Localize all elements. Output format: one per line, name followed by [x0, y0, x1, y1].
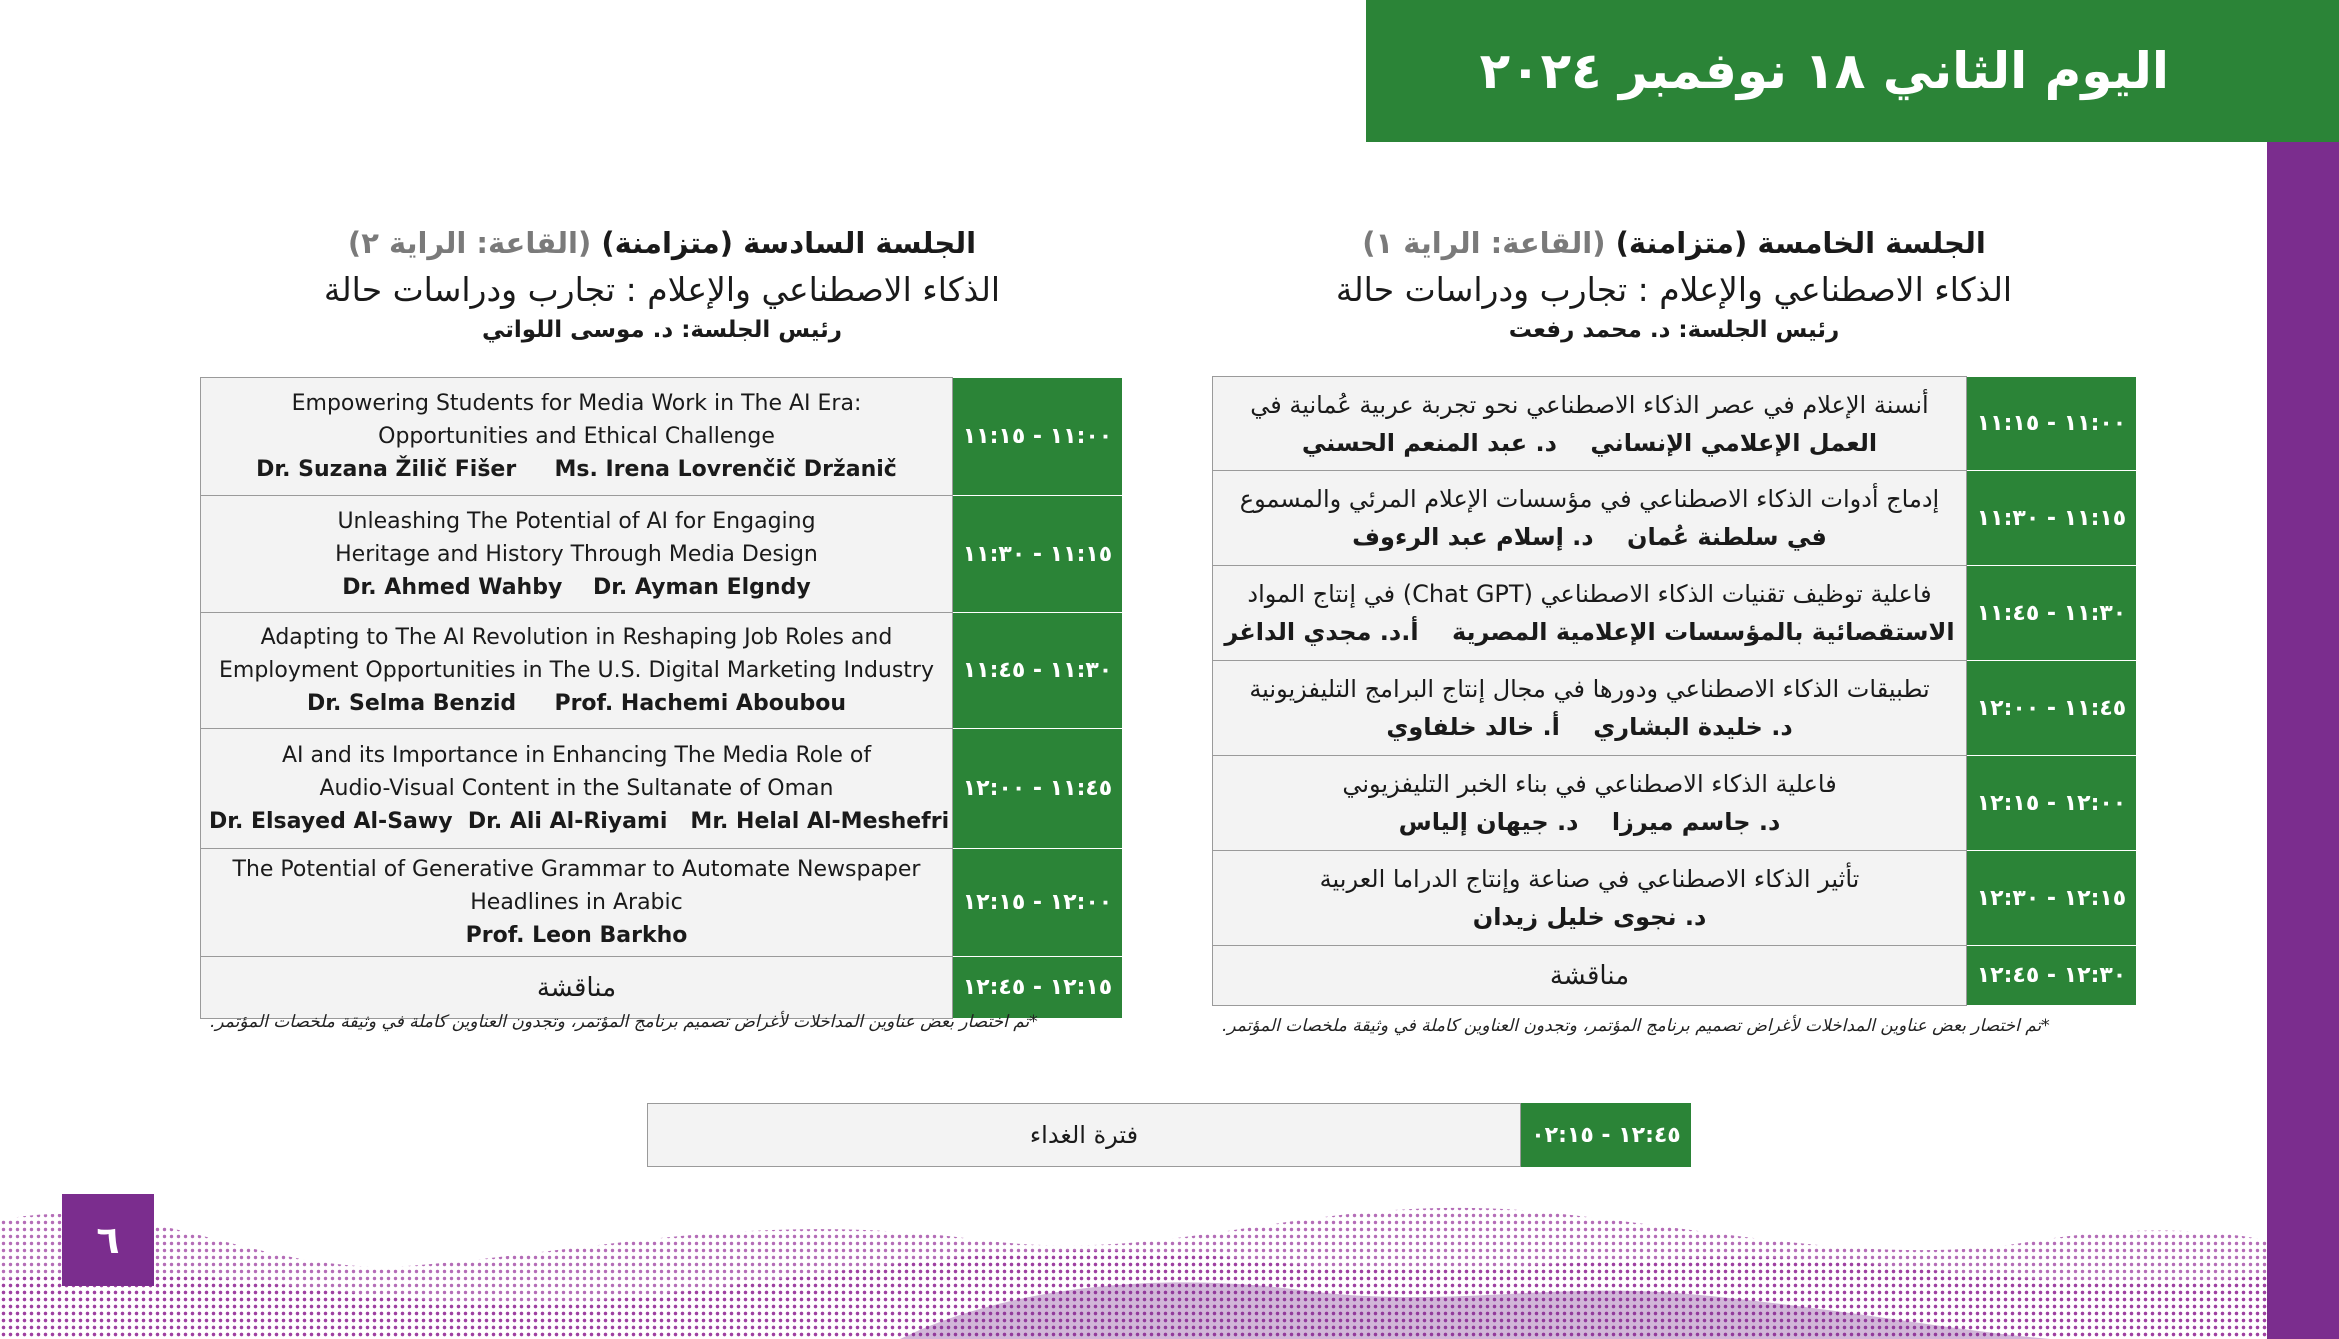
time-slot: ١٢:١٥ - ١٢:٣٠	[1967, 851, 2137, 946]
discussion-label: مناقشة	[536, 972, 617, 1003]
time-slot: ١١:٤٥ - ١٢:٠٠	[1967, 661, 2137, 756]
paper-title: إدماج أدوات الذكاء الاصطناعي في مؤسسات الإعلام المرئي والمسموع	[1239, 485, 1940, 513]
table-row	[1213, 756, 2137, 851]
paper-cell	[1213, 566, 1967, 661]
paper-title: فاعلية الذكاء الاصطناعي في بناء الخبر التليفزيوني	[1342, 770, 1837, 798]
paper-authors: Dr. Suzana Žilič Fišer Ms. Irena Lovrenčič Držanič	[256, 457, 897, 482]
paper-title: فاعلية توظيف تقنيات الذكاء الاصطناعي (Chat GPT) في إنتاج المواد	[1247, 580, 1932, 608]
table-row	[201, 613, 1123, 729]
time-slot: ١١:٣٠ - ١١:٤٥	[1967, 566, 2137, 661]
discussion-cell	[1213, 946, 1967, 1006]
session5-footnote: *تم اختصار بعض عناوين المداخلات لأغراض تصميم برنامج المؤتمر، وتجدون العناوين كاملة في وثيقة ملخصات المؤتمر.	[1222, 1016, 2050, 1036]
time-slot: ١٢:٣٠ - ١٢:٤٥	[1967, 946, 2137, 1006]
session6-heading	[200, 226, 1124, 343]
session5-chair: رئيس الجلسة: د. محمد رفعت	[1508, 317, 1840, 343]
session5-schedule-table	[1212, 376, 2137, 1006]
lunch-time: ١٢:٤٥ - ٠٢:١٥	[1521, 1103, 1691, 1167]
paper-title: أنسنة الإعلام في عصر الذكاء الاصطناعي نحو تجربة عربية عُمانية في	[1250, 390, 1929, 419]
paper-cell	[1213, 471, 1967, 566]
paper-cell	[1213, 661, 1967, 756]
table-row	[201, 496, 1123, 613]
paper-authors: د. جاسم ميرزا د. جيهان إلياس	[1398, 808, 1781, 836]
table-row	[201, 378, 1123, 496]
paper-cell	[201, 729, 953, 849]
session6-room: (القاعة: الراية ٢)	[347, 226, 592, 260]
table-row	[1213, 566, 2137, 661]
time-slot: ١١:٣٠ - ١١:٤٥	[953, 613, 1123, 729]
paper-title: AI and its Importance in Enhancing The Media Role of Audio-Visual Content in the Sultanate of Oman	[281, 743, 872, 801]
paper-authors: د. خليدة البشاري أ. خالد خلفاوي	[1386, 713, 1793, 741]
time-slot: ١١:٠٠ - ١١:١٥	[1967, 377, 2137, 471]
table-row	[1213, 471, 2137, 566]
paper-cell	[201, 496, 953, 613]
session6-theme: الذكاء الاصطناعي والإعلام : تجارب ودراسات حالة	[323, 270, 1001, 309]
paper-title: Unleashing The Potential of AI for Engaging Heritage and History Through Media Design	[335, 508, 818, 567]
discussion-row	[1213, 946, 2137, 1006]
session5-heading	[1212, 226, 2136, 343]
session5-room: (القاعة: الراية ١)	[1362, 226, 1606, 260]
session5-theme: الذكاء الاصطناعي والإعلام : تجارب ودراسات حالة	[1335, 270, 2013, 309]
paper-title: The Potential of Generative Grammar to Automate Newspaper Headlines in Arabic	[232, 857, 921, 915]
page-number: ٦	[62, 1194, 154, 1286]
time-slot: ١١:٤٥ - ١٢:٠٠	[953, 729, 1123, 849]
discussion-row	[201, 957, 1123, 1019]
session6-title-text: الجلسة السادسة (متزامنة)	[601, 226, 977, 260]
time-slot: ١٢:٠٠ - ١٢:١٥	[953, 849, 1123, 957]
paper-authors: د. نجوى خليل زيدان	[1472, 903, 1707, 931]
paper-authors: Dr. Selma Benzid Prof. Hachemi Aboubou	[306, 691, 847, 716]
time-slot: ١١:٠٠ - ١١:١٥	[953, 378, 1123, 496]
paper-title: تطبيقات الذكاء الاصطناعي ودورها في مجال إنتاج البرامج التليفزيونية	[1249, 675, 1930, 703]
time-slot: ١١:١٥ - ١١:٣٠	[1967, 471, 2137, 566]
table-row	[201, 849, 1123, 957]
session5-title-text: الجلسة الخامسة (متزامنة)	[1615, 226, 1986, 260]
purple-side-bar	[2267, 142, 2339, 1339]
session6-footnote: *تم اختصار بعض عناوين المداخلات لأغراض تصميم برنامج المؤتمر، وتجدون العناوين كاملة في وثيقة ملخصات المؤتمر.	[210, 1012, 1038, 1032]
paper-cell	[1213, 377, 1967, 471]
paper-cell	[1213, 851, 1967, 946]
session6-chair: رئيس الجلسة: د. موسى اللواتي	[481, 317, 843, 343]
discussion-label: مناقشة	[1549, 960, 1630, 991]
paper-cell	[201, 849, 953, 957]
paper-authors: العمل الإعلامي الإنساني د. عبد المنعم الحسني	[1301, 428, 1878, 457]
paper-cell	[201, 378, 953, 496]
paper-cell	[1213, 756, 1967, 851]
session5-title	[1212, 226, 2136, 260]
paper-cell	[201, 613, 953, 729]
paper-authors: Dr. Ahmed Wahby Dr. Ayman Elgndy	[342, 574, 811, 600]
paper-title: Adapting to The AI Revolution in Reshaping Job Roles and Employment Opportunities in The U.S. Digital Marketing Industry	[219, 625, 934, 683]
table-row	[1213, 851, 2137, 946]
discussion-cell	[201, 957, 953, 1019]
paper-title: Empowering Students for Media Work in The AI Era: Opportunities and Ethical Challenge	[291, 391, 862, 449]
session6-schedule-table	[200, 377, 1123, 1019]
lunch-row	[647, 1103, 1691, 1167]
table-row	[1213, 377, 2137, 471]
table-row	[201, 729, 1123, 849]
paper-authors: في سلطنة عُمان د. إسلام عبد الرءوف	[1352, 523, 1827, 551]
paper-authors: Prof. Leon Barkho	[465, 923, 688, 948]
time-slot: ١١:١٥ - ١١:٣٠	[953, 496, 1123, 613]
time-slot: ١٢:٠٠ - ١٢:١٥	[1967, 756, 2137, 851]
dotted-wave-decoration	[0, 1170, 2267, 1339]
paper-title: تأثير الذكاء الاصطناعي في صناعة وإنتاج الدراما العربية	[1319, 865, 1860, 893]
paper-authors: Dr. Elsayed Al-Sawy Dr. Ali Al-Riyami Mr. Helal Al-Meshefri	[209, 809, 950, 834]
header-band	[1366, 0, 2339, 142]
time-slot: ١٢:١٥ - ١٢:٤٥	[953, 957, 1123, 1019]
session6-title	[200, 226, 1124, 260]
day-title: اليوم الثاني ١٨ نوفمبر ٢٠٢٤	[1479, 42, 2169, 100]
lunch-label: فترة الغداء	[647, 1103, 1521, 1167]
table-row	[1213, 661, 2137, 756]
paper-authors: الاستقصائية بالمؤسسات الإعلامية المصرية أ.د. مجدي الداغر	[1224, 618, 1955, 646]
